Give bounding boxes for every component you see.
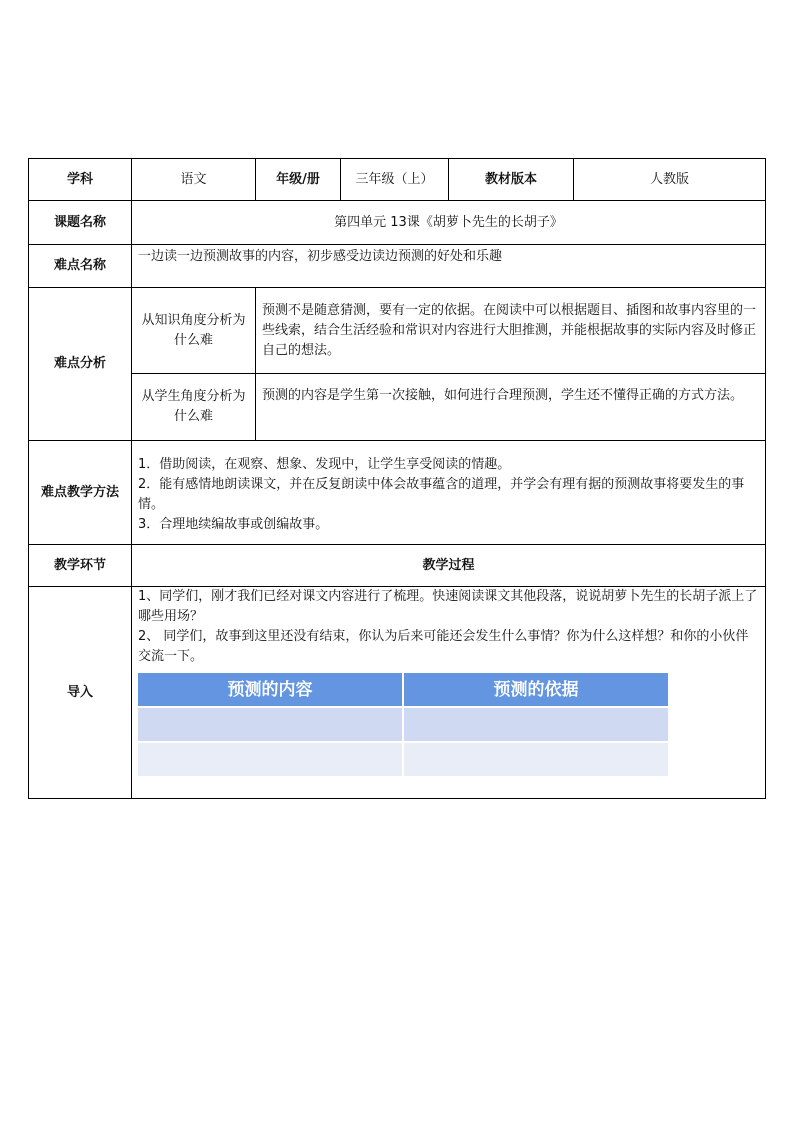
prediction-content-header: 预测的内容 [138, 673, 403, 707]
process-header-row [29, 545, 766, 587]
prediction-table-header [138, 673, 668, 707]
intro-label: 导入 [29, 587, 132, 799]
difficulty-name-row [29, 245, 766, 288]
prediction-basis-header: 预测的依据 [403, 673, 668, 707]
methods-label: 难点教学方法 [29, 441, 132, 545]
method-item-3: 3．合理地续编故事或创编故事。 [138, 516, 329, 532]
analysis-knowledge-row [29, 288, 766, 374]
prediction-cell [138, 742, 403, 776]
intro-row [29, 587, 766, 799]
grade-label: 年级/册 [256, 159, 341, 201]
student-angle-text: 预测的内容是学生第一次接触，如何进行合理预测，学生还不懂得正确的方式方法。 [256, 374, 766, 441]
lesson-row [29, 201, 766, 245]
methods-list [132, 441, 766, 545]
lesson-label: 课题名称 [29, 201, 132, 245]
edition-value: 人教版 [574, 159, 766, 201]
edition-label: 教材版本 [449, 159, 574, 201]
student-angle-label: 从学生角度分析为什么难 [132, 374, 256, 441]
analysis-student-row [29, 374, 766, 441]
method-item-2: 2．能有感情地朗读课文，并在反复朗读中体会故事蕴含的道理，并学会有理有据的预测故事将要发生的事情。 [138, 476, 745, 512]
teaching-stage-header: 教学环节 [29, 545, 132, 587]
difficulty-name-value: 一边读一边预测故事的内容，初步感受边读边预测的好处和乐趣 [132, 245, 766, 288]
subject-value: 语文 [132, 159, 256, 201]
lesson-plan-table [28, 158, 766, 799]
difficulty-name-label: 难点名称 [29, 245, 132, 288]
grade-value: 三年级（上） [341, 159, 449, 201]
knowledge-angle-text: 预测不是随意猜测，要有一定的依据。在阅读中可以根据题目、插图和故事内容里的一些线索，结合生活经验和常识对内容进行大胆推测，并能根据故事的实际内容及时修正自己的想法。 [256, 288, 766, 374]
prediction-table-row [138, 742, 668, 776]
prediction-table [138, 673, 668, 776]
intro-paragraph-2: 2、 同学们，故事到这里还没有结束，你认为后来可能还会发生什么事情？你为什么这样想？和你的小伙伴交流一下。 [138, 629, 749, 664]
teaching-process-header: 教学过程 [132, 545, 766, 587]
header-row [29, 159, 766, 201]
prediction-table-row [138, 707, 668, 742]
method-item-1: 1．借助阅读，在观察、想象、发现中，让学生享受阅读的情趣。 [138, 456, 511, 472]
subject-label: 学科 [29, 159, 132, 201]
prediction-cell [138, 707, 403, 742]
intro-content [132, 587, 766, 799]
difficulty-analysis-label: 难点分析 [29, 288, 132, 441]
methods-row [29, 441, 766, 545]
prediction-cell [403, 707, 668, 742]
prediction-cell [403, 742, 668, 776]
knowledge-angle-label: 从知识角度分析为什么难 [132, 288, 256, 374]
intro-paragraph-1: 1、同学们，刚才我们已经对课文内容进行了梳理。快速阅读课文其他段落，说说胡萝卜先生的长胡子派上了哪些用场？ [138, 589, 758, 624]
lesson-value: 第四单元 13课《胡萝卜先生的长胡子》 [132, 201, 766, 245]
